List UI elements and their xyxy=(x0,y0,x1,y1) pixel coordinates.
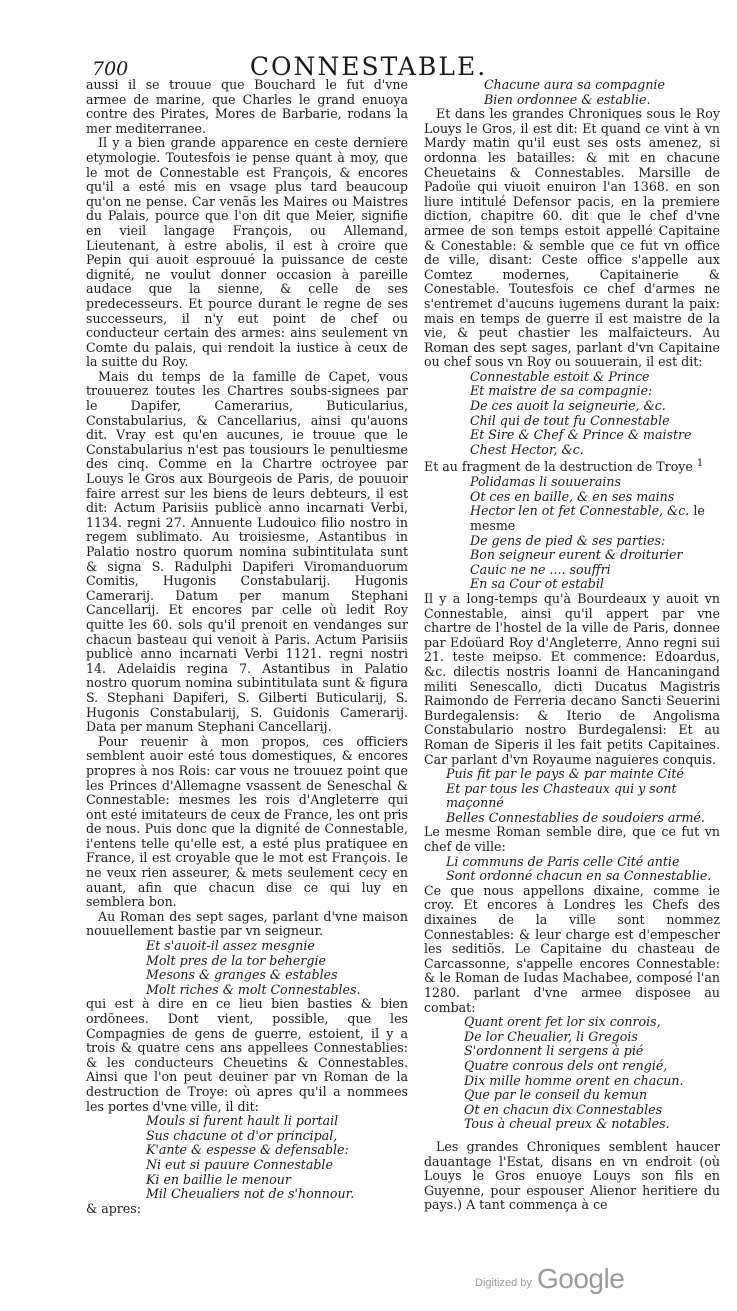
verse-line: De ces auoit la seigneurie, &c. xyxy=(470,398,666,414)
verse-line: S'ordonnent li sergens à pié xyxy=(464,1043,644,1059)
paragraph xyxy=(424,457,720,475)
verse-line: Connestable estoit & Prince xyxy=(470,368,650,384)
paragraph: Les grandes Chroniques semblent haucer dauantage l'Estat, disans en vn endroit (où Louys le Gros enuoye Louys son fils en Guyenne, pour espouser Alienor heritiere du pays.) A tant commença à ce xyxy=(424,1138,720,1213)
paragraph: aussi il se trouue que Bouchard le fut d'vne armee de marine, que Charles le grand enuoya contre des Pirates, Mores de Barbarie, rodans la mer mediterranee. xyxy=(86,77,408,136)
verse-line: Belles Connestablies de soudoiers armé. xyxy=(446,809,705,825)
verse-block xyxy=(424,767,720,825)
verse-line: Chacune aura sa compagnie xyxy=(484,77,665,92)
verse-line: Et par tous les Chasteaux qui y sont maçonné xyxy=(446,780,677,811)
verse-line: Ot ces en baille, & en ses mains xyxy=(470,488,675,504)
verse-line: K'ante & espesse & defensable: xyxy=(146,1142,349,1158)
verse-line: Bien ordonnee & establie. xyxy=(484,91,651,107)
left-column xyxy=(86,78,408,1216)
verse-line: Bon seigneur eurent & droiturier xyxy=(470,547,683,563)
paragraph: Ce que nous appellons dixaine, comme ie croy. Et encores à Londres les Chefs des dixaines de la ville sont nommez Connestables: & leur charge est d'empescher les seditiõs. Le Capitaine du chasteau de Carcassonne, s'appelle encores Connestable: & le Roman de Iudas Machabee, composé l'an 1280. parlant d'vne armee disposee au combat: xyxy=(424,882,720,1015)
paragraph: Le mesme Roman semble dire, que ce fut vn chef de ville: xyxy=(424,824,720,855)
verse-line: Cauic ne ne .... souffri xyxy=(470,561,611,577)
paragraph-text: Et au fragment de la destruction de Troye xyxy=(424,459,693,475)
page-number: 700 xyxy=(92,58,129,80)
page-header xyxy=(0,52,737,81)
verse-line: Molt pres de la tor behergie xyxy=(146,952,326,968)
verse-line: Sus chacune ot d'or principal, xyxy=(146,1127,338,1143)
verse-block xyxy=(424,370,720,458)
verse-text: Hector len ot fet Connestable, &c. xyxy=(470,503,690,519)
verse-line: Polidamas li souuerains xyxy=(470,474,621,490)
verse-line: Quatre conrous dels ont rengié, xyxy=(464,1057,668,1073)
verse-line: De lor Cheualier, li Gregois xyxy=(464,1028,638,1044)
paragraph: Au Roman des sept sages, parlant d'vne maison nouuellement bastie par vn seigneur. xyxy=(86,908,408,939)
verse-block xyxy=(424,1015,720,1132)
verse-line: Sont ordonné chacun en sa Connestablie. xyxy=(446,868,712,884)
verse-block xyxy=(424,475,720,592)
paragraph: qui est à dire en ce lieu bien basties & bien ordõnees. Dont vient, possible, que les Compagnies de gens de guerre, estoient, il y a trois & quatre cens ans appellees Connestablies: & les conducteurs Cheuetins & Connestables. Ainsi que l'on peut deuiner par vn Roman de la destruction de Troye: où apres qu'il a nommees les portes d'vne ville, il dit: xyxy=(86,996,408,1114)
verse-line: Mouls si furent hault li portail xyxy=(146,1113,339,1129)
verse-block xyxy=(86,939,408,997)
verse-line: Et maistre de sa compagnie: xyxy=(470,383,653,399)
verse-block xyxy=(86,1114,408,1202)
paragraph: Il y a bien grande apparence en ceste derniere etymologie. Toutesfois ie pense quant à moy, que le mot de Connestable est François, & encores qu'il a esté mis en vsage plus tard beaucoup qu'on ne pense. Car venãs les Maires ou Maistres du Palais, pource que l'on dit que Meier, signifie en vieil langage François, ou Allemand, Lieutenant, à estre abolis, il est à croire que Pepin qui auoit esprouué la puissance de ceste dignité, ne voulut donner occasion à pareille audace que la sienne, & celle de ses predecesseurs. Et pource durant le regne de ses successeurs, il n'y eut point de chef ou conducteur certain des armes: ains seulement vn Comte du palais, qui rendoit la iustice à ceux de la suitte du Roy. xyxy=(86,135,408,370)
verse-line: Chest Hector, &c. xyxy=(470,441,584,457)
paragraph: Mais du temps de la famille de Capet, vous trouuerez toutes les Chartres soubs-signees par le Dapifer, Camerarius, Buticularius, Constabularius, & Cancellarius, ainsi qu'auons dit. Vray est qu'en aucunes, ie trouue que le Constabularius n'est pas tousiours le penultiesme des cinq. Comme en la Chartre octroyee par Louys le Gros aux Bourgeois de Paris, de pouuoir faire arrest sur les biens de leurs debteurs, il est dit: Actum Parisiis publicè anno incarnati Verbi, 1134. regni 27. Annuente Ludouico filio nostro in regem sublimato. Au troisiesme, Astantibus in Palatio nostro quorum nomina subintitulata sunt & signa S. Radulphi Dapiferi Viromanduorum Comitis, Hugonis Constabularij. Hugonis Camerarij. Datum per manum Stephani Cancellarij. Et encores par celle où ledit Roy quitte les 60. sols qu'il prenoit en vendanges sur chacun basteau qui venoit à Paris. Actum Parisiis publicè anno incarnati Verbi 1121. regni nostri 14. Adelaidis regina 7. Astantibus in Palatio nostro quorum nomina subintitulata sunt & figura S. Stephani Dapiferi, S. Gilberti Buticularij, S. Hugonis Constabularij, S. Guidonis Camerarij. Data per manum Stephani Cancellarij. xyxy=(86,368,408,735)
verse-line: Quant orent fet lor six conrois, xyxy=(464,1014,661,1030)
verse-aside: le mesme xyxy=(470,503,705,533)
verse-line xyxy=(470,504,720,533)
verse-line: Ni eut si pauure Connestable xyxy=(146,1156,333,1172)
verse-line: Puis fit par le pays & par mainte Cité xyxy=(446,766,684,782)
paragraph: Pour reuenir à mon propos, ces officiers semblent auoir esté tous domestiques, & encores propres à nos Rois: car vous ne trouuez point que les Princes d'Allemagne vsassent de Seneschal & Connestable: mesmes les rois d'Angleterre qui ont esté imitateurs de ceux de France, les ont pris de nous. Puis donc que la dignité de Connestable, i'entens telle qu'elle est, a esté plus pratiquee en France, il est croyable que le mot est François. Ie ne veux rien asseurer, & mets seulement cecy en auant, afin que chacun dise ce qui luy en semblera bon. xyxy=(86,733,408,910)
watermark-prefix: Digitized by xyxy=(475,1277,532,1289)
paragraph: Il y a long-temps qu'à Bourdeaux y auoit vn Connestable, ainsi qu'il appert par vne chartre de l'hostel de la ville de Paris, donnee par Edoüard Roy d'Angleterre, Anno regni sui 21. teste meipso. Et commence: Edoardus, &c. dilectis nostris Ioanni de Hancaningand militi Senescallo, dicti Ducatus Magistris Raimondo de Ferreria decano Sancti Seuerini Burdegalensis: & Iterio de Angolisma Constabulario nostro Burdegalensi: Et au Roman de Siperis il les fait petits Capitaines. Car parlant d'vn Royaume naguieres conquis. xyxy=(424,590,720,767)
verse-line: Que par le conseil du kemun xyxy=(464,1087,648,1103)
verse-line: Et s'auoit-il assez mesgnie xyxy=(146,938,315,954)
verse-block xyxy=(424,78,720,107)
running-title: CONNESTABLE. xyxy=(249,52,488,81)
verse-line: Molt riches & molt Connestables. xyxy=(146,981,361,997)
verse-line: En sa Cour ot estabil xyxy=(470,576,604,592)
verse-block xyxy=(424,855,720,884)
paragraph: & apres: xyxy=(86,1200,141,1216)
verse-line: Tous à cheual preux & notables. xyxy=(464,1116,670,1132)
verse-line: Et Sire & Chef & Prince & maistre xyxy=(470,427,692,443)
verse-line: De gens de pied & ses parties: xyxy=(470,532,666,548)
verse-line: Chil qui de tout fu Connestable xyxy=(470,412,670,428)
google-logo: Google xyxy=(537,1263,625,1294)
right-column xyxy=(424,78,720,1213)
verse-line: Ot en chacun dix Connestables xyxy=(464,1101,663,1117)
verse-line: Mil Cheualiers not de s'honnour. xyxy=(146,1186,355,1202)
verse-line: Ki en baillie le menour xyxy=(146,1171,291,1187)
digitized-by-google-watermark xyxy=(475,1263,675,1295)
verse-line: Dix mille homme orent en chacun. xyxy=(464,1072,684,1088)
footnote-marker: 1 xyxy=(696,458,704,470)
verse-line: Li communs de Paris celle Cité antie xyxy=(446,853,680,869)
verse-line: Mesons & granges & estables xyxy=(146,967,338,983)
paragraph: Et dans les grandes Chroniques sous le Roy Louys le Gros, il est dit: Et quand ce vint à vn Mardy matin qu'il eust ses osts amenez, si ordonna les batailles: & mit en chacune Cheuetains & Connestables. Marsille de Padoüe qui viuoit enuiron l'an 1368. en son liure intitulé Defensor pacis, en la premiere diction, chapitre 60. dit que le chef d'vne armee de son temps estoit appellé Capitaine & Conestable: & semble que ce fut vn office de ville, disant: Ceste office s'appelle aux Comtez modernes, Capitainerie & Conestable. Toutesfois ce chef d'armes ne s'entremet d'aucuns iugemens durant la paix: mais en temps de guerre il est maistre de la vie, & peut chastier les malfaicteurs. Au Roman des sept sages, parlant d'vn Capitaine ou chef sous vn Roy ou souuerain, il est dit: xyxy=(424,106,720,370)
